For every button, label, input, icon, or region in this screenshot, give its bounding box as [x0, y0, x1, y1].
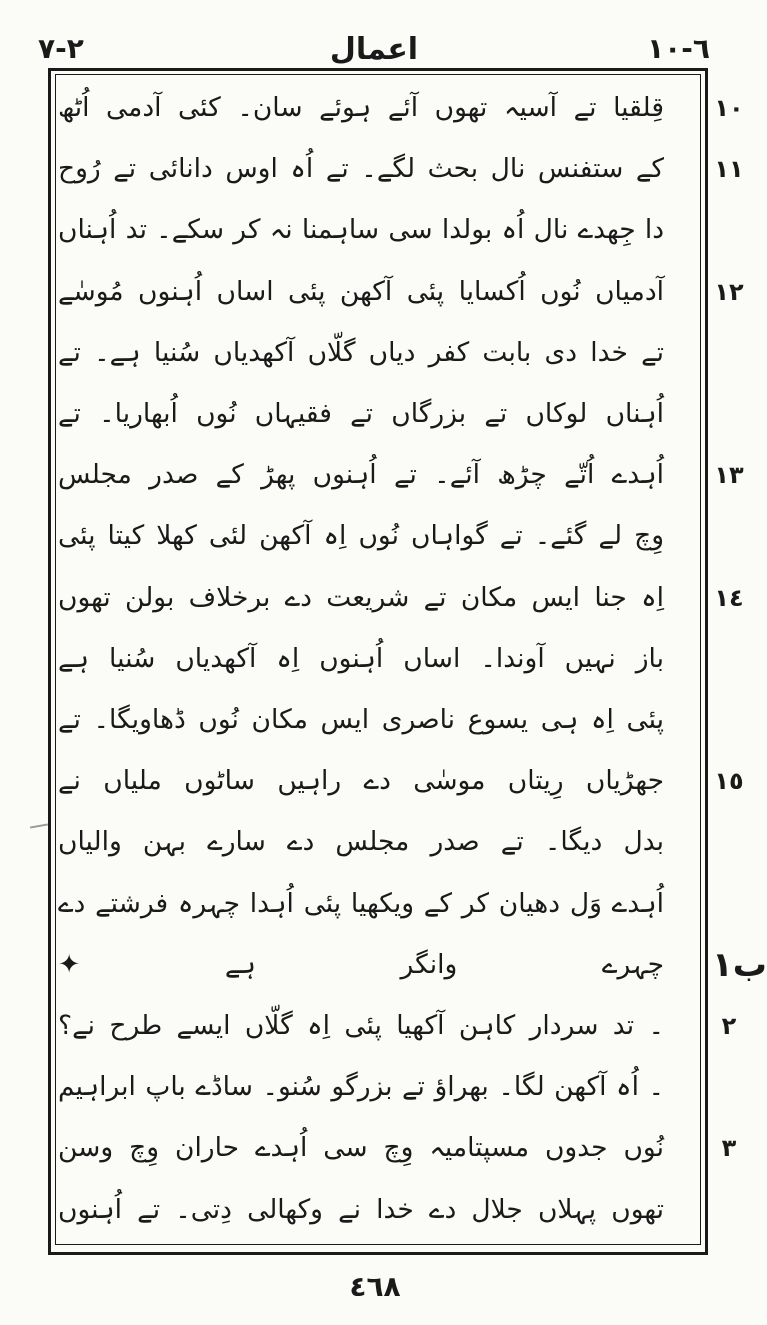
text-body	[58, 80, 664, 1238]
verse-number: ١١	[714, 155, 744, 184]
text-line: ۔ تد سردار کاہن آکھیا پئی اِہ گلّاں ایسے طرح نے؟	[58, 1010, 664, 1041]
text-line: باز نہیں آوندا۔ اساں اُہنوں اِہ آکھدیاں سُنیا ہے	[58, 642, 664, 674]
text-line: قِلقیا تے آسیہ تھوں آئے ہوئے سان۔ کئی آدمی اُٹھ	[58, 92, 664, 123]
verse-number: ١٠	[714, 94, 744, 122]
chapter-marker: ب١	[712, 944, 767, 985]
text-line: بدل دیگا۔ تے صدر مجلس دے سارے بہن والیاں	[58, 826, 664, 858]
verse-number: ٢	[721, 1012, 737, 1040]
text-line: چہرے وانگر ہے ✦	[58, 948, 664, 980]
text-line: پئی اِہ ہی یسوع ناصری ایس مکان نُوں ڈھاویگا۔ تے	[58, 704, 664, 735]
margin-mark	[30, 823, 48, 828]
page-header	[38, 26, 710, 70]
text-line: اُہناں لوکاں تے بزرگاں تے فقیہاں نُوں اُبھاریا۔ تے	[58, 398, 664, 429]
text-line: ۔ اُہ آکھن لگا۔ بھراؤ تے بزرگو سُنو۔ ساڈے باپ ابراہیم	[58, 1071, 664, 1103]
text-line: اُہدے اُتّے چڑھ آئے۔ تے اُہنوں پھڑ کے صدر مجلس	[58, 459, 664, 491]
text-line: تے خدا دی بابت کفر دیاں گلّاں آکھدیاں سُنیا ہے۔ تے	[58, 336, 664, 368]
header-chapter-range-start: ٦-١٠	[647, 32, 710, 65]
text-line: آدمیاں نُوں اُکسایا پئی آکھن پئی اساں اُہنوں مُوسٰے	[58, 275, 664, 307]
verse-number: ١٣	[714, 461, 744, 490]
text-line: جھڑیاں رِیتاں موسٰی دے راہیں ساٹوں ملیاں نے	[58, 765, 664, 797]
header-chapter-range-end: ٢-٧	[38, 32, 84, 65]
text-line: اُہدے وَل دھیان کر کے ویکھیا پئی اُہدا چہرہ فرشتے دے	[58, 887, 664, 919]
verse-number: ١٥	[714, 767, 744, 796]
verse-number: ١٤	[714, 583, 744, 612]
text-line: دا جِھدے نال اُہ بولدا سی ساہمنا نہ کر سکے۔ تد اُہناں	[58, 214, 664, 246]
verse-number: ٣	[721, 1134, 737, 1163]
text-line: تھوں پہلاں جلال دے خدا نے وکھالی دِتی۔ تے اُہنوں	[58, 1193, 664, 1225]
text-line: کے ستفنس نال بحث لگے۔ تے اُہ اوس دانائی تے رُوح	[58, 153, 664, 185]
verse-number-margin	[712, 80, 767, 1238]
text-line: اِہ جنا ایس مکان تے شریعت دے برخلاف بولن تھوں	[58, 581, 664, 613]
page-number: ٤٦٨	[349, 1270, 401, 1303]
text-line: وِچ لے گئے۔ تے گواہاں نُوں اِہ آکھن لئی کھلا کیتا پئی	[58, 520, 664, 552]
book-title: اعمال	[329, 32, 419, 67]
text-line: نُوں جدوں مسپتامیہ وِچ سی اُہدے حاران وِچ وسن	[58, 1132, 664, 1164]
verse-number: ١٢	[714, 277, 744, 306]
